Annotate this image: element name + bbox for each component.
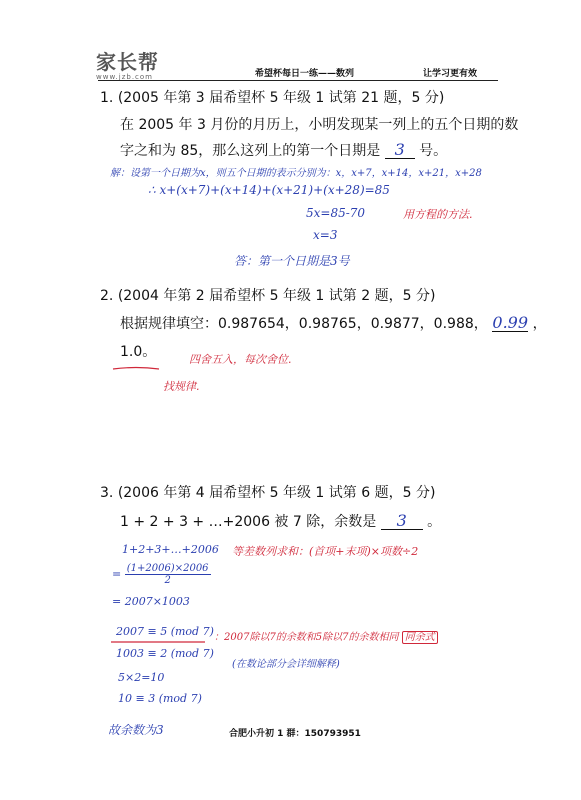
p3-arithmetic-series-note: 等差数列求和：(首项+末项)×项数÷2 [232, 545, 419, 558]
header-divider [98, 80, 498, 81]
problem-1-text-line2 [120, 142, 447, 161]
footer-group-info: 合肥小升初 1 群：150793951 [229, 729, 361, 739]
p3-equals-sign: = [112, 567, 122, 581]
p3-congruence-explanation: ：2007除以7的余数和5除以7的余数相同 [214, 632, 399, 643]
problem-3-answer-blank: 3 [381, 513, 423, 530]
problem-3-heading [100, 484, 435, 503]
problem-1-answer-blank: 3 [385, 142, 415, 159]
problem-1-source: (2005 年第 3 届希望杯 5 年级 1 试第 21 题，5 分) [117, 90, 445, 106]
problem-3-source: (2006 年第 4 届希望杯 5 年级 1 试第 6 题，5 分) [117, 485, 436, 501]
p3-product-step: = 2007×1003 [112, 595, 190, 608]
problem-1-number: 1. [100, 90, 114, 106]
problem-2-heading [100, 287, 435, 306]
problem-2-text-line1 [120, 315, 547, 334]
p2-rounding-note: 四舍五入，每次舍位. [189, 353, 292, 366]
p3-fraction [125, 563, 211, 586]
problem-3-text-line1 [120, 513, 441, 532]
p3-answer-note: 故余数为3 [108, 723, 164, 737]
p3-mod-1003: 1003 ≡ 2 (mod 7) [116, 647, 214, 660]
problem-2-text-after: ， [532, 316, 547, 332]
p2-pattern-note: 找规律. [163, 380, 200, 393]
logo-url: www.jzb.com [96, 73, 153, 81]
p3-fraction-denominator: 2 [164, 575, 171, 586]
problem-3-text-after: 。 [427, 514, 442, 530]
logo-text: 家长帮 [96, 50, 159, 74]
p2-underline-mark [112, 366, 160, 372]
header-slogan: 让学习更有效 [423, 69, 478, 79]
problem-2-answer-blank: 0.99 [492, 313, 529, 332]
p1-solution-result: x=3 [313, 228, 338, 242]
p3-congruence-term: 同余式 [402, 631, 438, 644]
p3-congruence-note [214, 628, 438, 643]
p3-mod-underline [110, 639, 206, 645]
p3-multiplication: 5×2=10 [118, 671, 165, 684]
problem-2-number: 2. [100, 288, 114, 304]
logo [96, 46, 159, 81]
problem-1-text-after: 号。 [419, 143, 448, 159]
p3-fraction-step [112, 563, 211, 586]
problem-3-text-before: 1 + 2 + 3 + …+2006 被 7 除，余数是 [120, 514, 377, 530]
problem-1-text-line1: 在 2005 年 3 月份的月历上，小明发现某一列上的五个日期的数 [120, 117, 519, 133]
problem-2-text-before: 根据规律填空：0.987654，0.98765，0.9877，0.988， [120, 316, 488, 332]
problem-2-text-line2: 1.0。 [120, 344, 157, 360]
problem-1-heading [100, 89, 444, 108]
p3-sum-expression: 1+2+3+…+2006 [122, 543, 219, 556]
p1-method-note: 用方程的方法. [403, 208, 473, 221]
p1-solution-setup: 解：设第一个日期为x，则五个日期的表示分别为：x，x+7，x+14，x+21，x+28 [110, 168, 482, 179]
p3-mod-10: 10 ≡ 3 (mod 7) [118, 692, 202, 705]
problem-3-number: 3. [100, 485, 114, 501]
header-title: 希望杯每日一练——数列 [255, 69, 355, 79]
problem-2-source: (2004 年第 2 届希望杯 5 年级 1 试第 2 题，5 分) [117, 288, 436, 304]
p3-number-theory-note: (在数论部分会详细解释) [232, 659, 340, 670]
p3-fraction-numerator: (1+2006)×2006 [126, 563, 209, 574]
problem-1-text-before: 字之和为 85，那么这列上的第一个日期是 [120, 143, 381, 159]
p3-mod-2007: 2007 ≡ 5 (mod 7) [116, 625, 214, 638]
p1-answer-note: 答：第一个日期是3号 [234, 254, 350, 268]
p1-solution-step: 5x=85-70 [306, 206, 366, 220]
p1-solution-equation: ∴ x+(x+7)+(x+14)+(x+21)+(x+28)=85 [148, 183, 390, 197]
